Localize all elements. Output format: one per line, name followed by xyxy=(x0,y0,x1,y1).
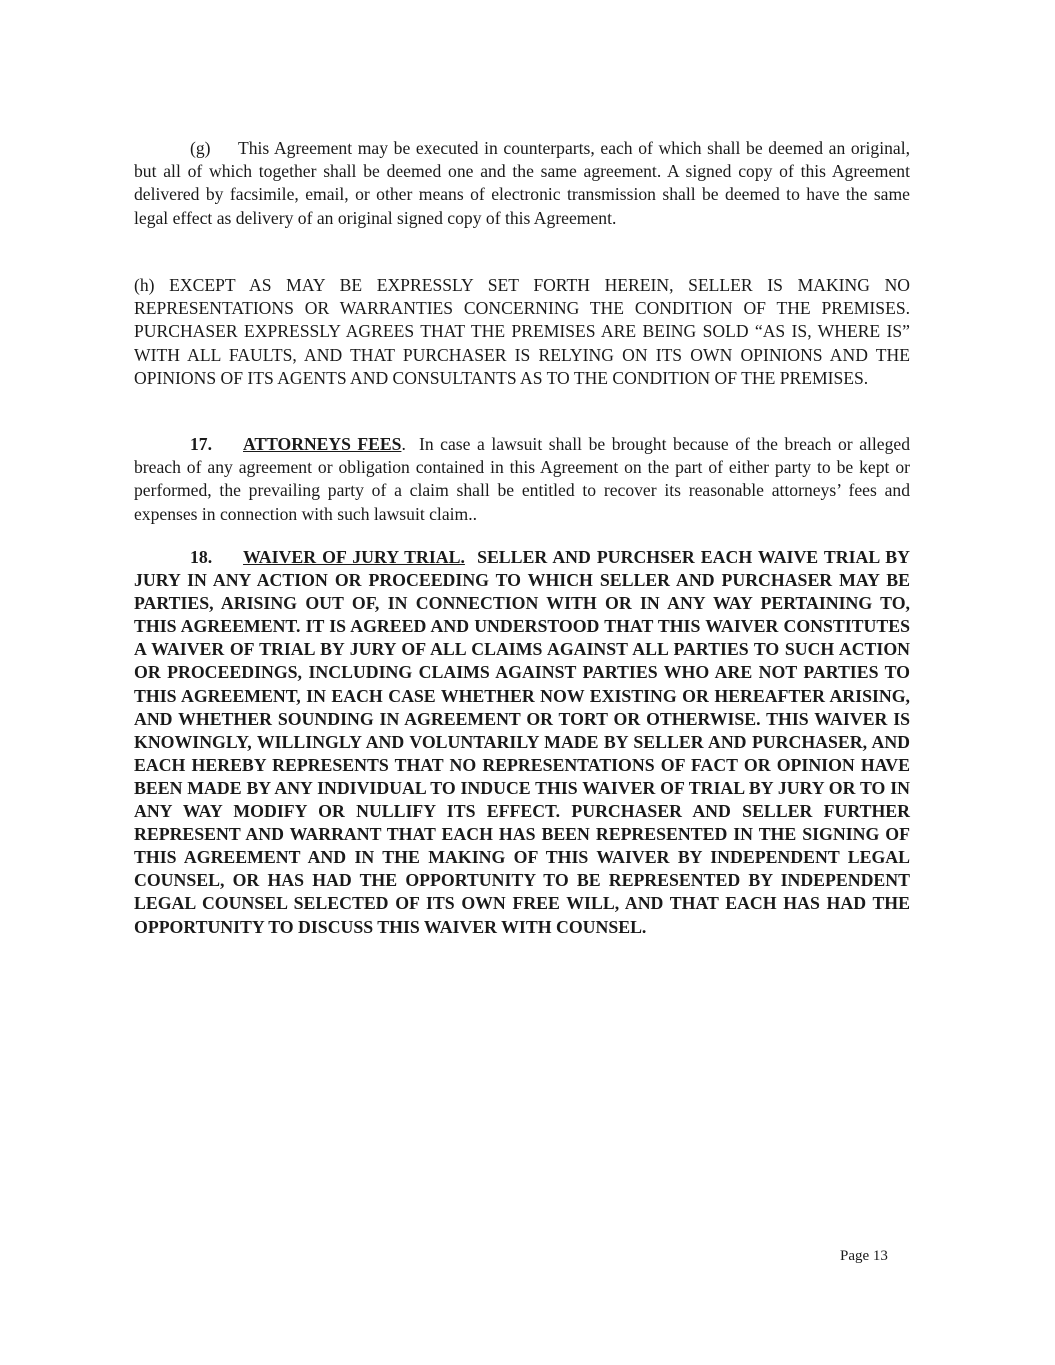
section-18-paragraph xyxy=(134,546,910,939)
section-17-title: ATTORNEYS FEES xyxy=(243,434,402,454)
section-17-text: In case a lawsuit shall be brought because of the breach or alleged breach of any agreement or obligation contained in this Agreement on the part of either party to be kept or performed, the prevailing party of a claim shall be entitled to recover its reasonable attorneys’ fees and expenses in connection with such lawsuit claim.. xyxy=(134,434,910,524)
section-17-paragraph xyxy=(134,433,910,526)
section-h-text: (h) EXCEPT AS MAY BE EXPRESSLY SET FORTH HEREIN, SELLER IS MAKING NO REPRESENTATIONS OR WARRANTIES CONCERNING THE CONDITION OF THE PREMISES. PURCHASER EXPRESSLY AGREES THAT THE PREMISES ARE BEING SOLD “AS IS, WHERE IS” WITH ALL FAULTS, AND THAT PURCHASER IS RELYING ON ITS OWN OPINIONS AND THE OPINIONS OF ITS AGENTS AND CONSULTANTS AS TO THE CONDITION OF THE PREMISES. xyxy=(134,275,910,388)
page-number: Page 13 xyxy=(840,1248,888,1264)
section-17-title-punct: . xyxy=(401,434,406,454)
section-17-number: 17. xyxy=(190,434,212,454)
section-g-label: (g) xyxy=(190,138,211,158)
section-g-paragraph xyxy=(134,137,910,230)
section-h-paragraph xyxy=(134,274,910,390)
section-g-text: This Agreement may be executed in counterparts, each of which shall be deemed an original, but all of which together shall be deemed one and the same agreement. A signed copy of this Agreement delivered by facsimile, email, or other means of electronic transmission shall be deemed to have the same legal effect as delivery of an original signed copy of this Agreement. xyxy=(134,138,910,228)
section-18-text: SELLER AND PURCHSER EACH WAIVE TRIAL BY JURY IN ANY ACTION OR PROCEEDING TO WHICH SELLER AND PURCHASER MAY BE PARTIES, ARISING OUT OF, IN CONNECTION WITH OR IN ANY WAY PERTAINING TO, THIS AGREEMENT. IT IS AGREED AND UNDERSTOOD THAT THIS WAIVER CONSTITUTES A WAIVER OF TRIAL BY JURY OF ALL CLAIMS AGAINST ALL PARTIES TO SUCH ACTION OR PROCEEDINGS, INCLUDING CLAIMS AGAINST PARTIES WHO ARE NOT PARTIES TO THIS AGREEMENT, IN EACH CASE WHETHER NOW EXISTING OR HEREAFTER ARISING, AND WHETHER SOUNDING IN AGREEMENT OR TORT OR OTHERWISE. THIS WAIVER IS KNOWINGLY, WILLINGLY AND VOLUNTARILY MADE BY SELLER AND PURCHASER, AND EACH HEREBY REPRESENTS THAT NO REPRESENTATIONS OF FACT OR OPINION HAVE BEEN MADE BY ANY INDIVIDUAL TO INDUCE THIS WAIVER OF TRIAL BY JURY OR TO IN ANY WAY MODIFY OR NULLIFY ITS EFFECT. PURCHASER AND SELLER FURTHER REPRESENT AND WARRANT THAT EACH HAS BEEN REPRESENTED IN THE SIGNING OF THIS AGREEMENT AND IN THE MAKING OF THIS WAIVER BY INDEPENDENT LEGAL COUNSEL, OR HAS HAD THE OPPORTUNITY TO BE REPRESENTED BY INDEPENDENT LEGAL COUNSEL SELECTED OF ITS OWN FREE WILL, AND THAT EACH HAS HAD THE OPPORTUNITY TO DISCUSS THIS WAIVER WITH COUNSEL. xyxy=(134,547,911,937)
section-18-number: 18. xyxy=(190,547,213,567)
section-18-title: WAIVER OF JURY TRIAL. xyxy=(243,547,465,567)
